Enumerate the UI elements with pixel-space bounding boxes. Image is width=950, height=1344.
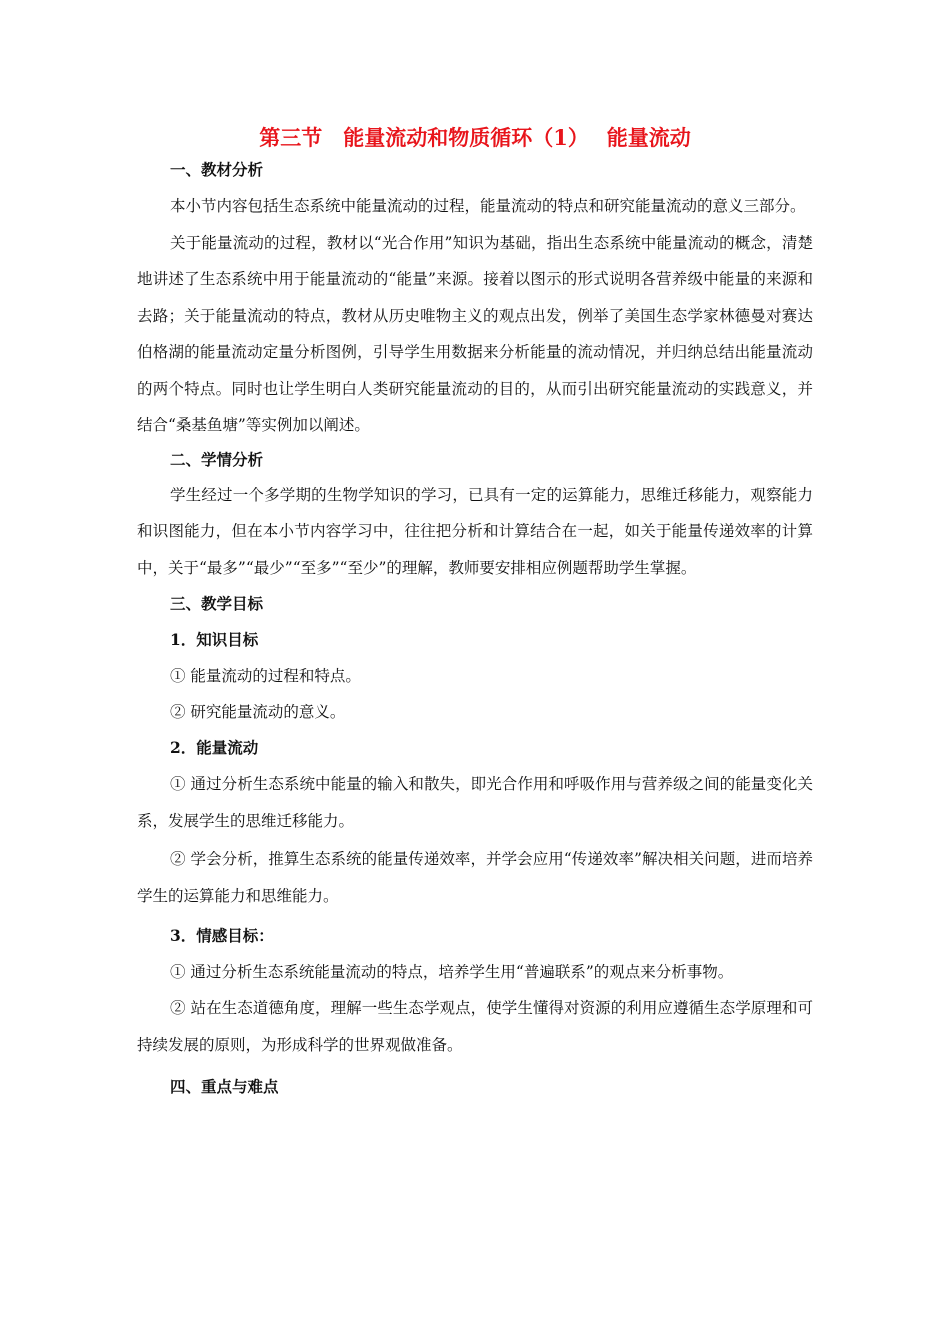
paragraph-student-analysis: 学生经过一个多学期的生物学知识的学习，已具有一定的运算能力，思维迁移能力，观察能力和识图能力，但在本小节内容学习中，往往把分析和计算结合在一起，如关于能量传递效率的计算中，关于“最多”“最少”“至多”“至少”的理解，教师要安排相应例题帮助学生掌握。	[137, 485, 813, 577]
document-title: 第三节 能量流动和物质循环（1） 能量流动	[259, 125, 691, 150]
paragraph-textbook-scope: 本小节内容包括生态系统中能量流动的过程，能量流动的特点和研究能量流动的意义三部分。	[170, 197, 806, 215]
document-page	[137, 118, 813, 1099]
list-item-knowledge-1: ① 能量流动的过程和特点。	[170, 667, 361, 685]
list-item-ability-1: ① 通过分析生态系统中能量的输入和散失，即光合作用和呼吸作用与营养级之间的能量变化关系，发展学生的思维迁移能力。	[137, 775, 813, 830]
list-item-knowledge-2: ② 研究能量流动的意义。	[170, 703, 346, 721]
subheading-energy-flow: 2．能量流动	[170, 738, 259, 757]
list-item-ability-2: ② 学会分析，推算生态系统的能量传递效率，并学会应用“传递效率”解决相关问题，进而培养学生的运算能力和思维能力。	[137, 850, 813, 905]
subheading-emotion-goals: 3．情感目标：	[170, 926, 274, 945]
subheading-knowledge-goals: 1．知识目标	[170, 630, 259, 649]
list-item-emotion-1: ① 通过分析生态系统能量流动的特点，培养学生用“普遍联系”的观点来分析事物。	[170, 963, 734, 981]
section-heading-textbook-analysis: 一、教材分析	[170, 160, 264, 179]
paragraph-textbook-process: 关于能量流动的过程，教材以“光合作用”知识为基础，指出生态系统中能量流动的概念，清楚地讲述了生态系统中用于能量流动的“能量”来源。接着以图示的形式说明各营养级中能量的来源和去路；关于能量流动的特点，教材从历史唯物主义的观点出发，例举了美国生态学家林德曼对赛达伯格湖的能量流动定量分析图例，引导学生用数据来分析能量的流动情况，并归纳总结出能量流动的两个特点。同时也让学生明白人类研究能量流动的目的，从而引出研究能量流动的实践意义，并结合“桑基鱼塘”等实例加以阐述。	[137, 233, 813, 434]
section-heading-teaching-goals: 三、教学目标	[170, 594, 264, 613]
section-heading-key-points: 四、重点与难点	[170, 1077, 279, 1096]
section-heading-student-analysis: 二、学情分析	[170, 449, 264, 469]
list-item-emotion-2: ② 站在生态道德角度，理解一些生态学观点，使学生懂得对资源的利用应遵循生态学原理和可持续发展的原则，为形成科学的世界观做准备。	[137, 999, 813, 1054]
